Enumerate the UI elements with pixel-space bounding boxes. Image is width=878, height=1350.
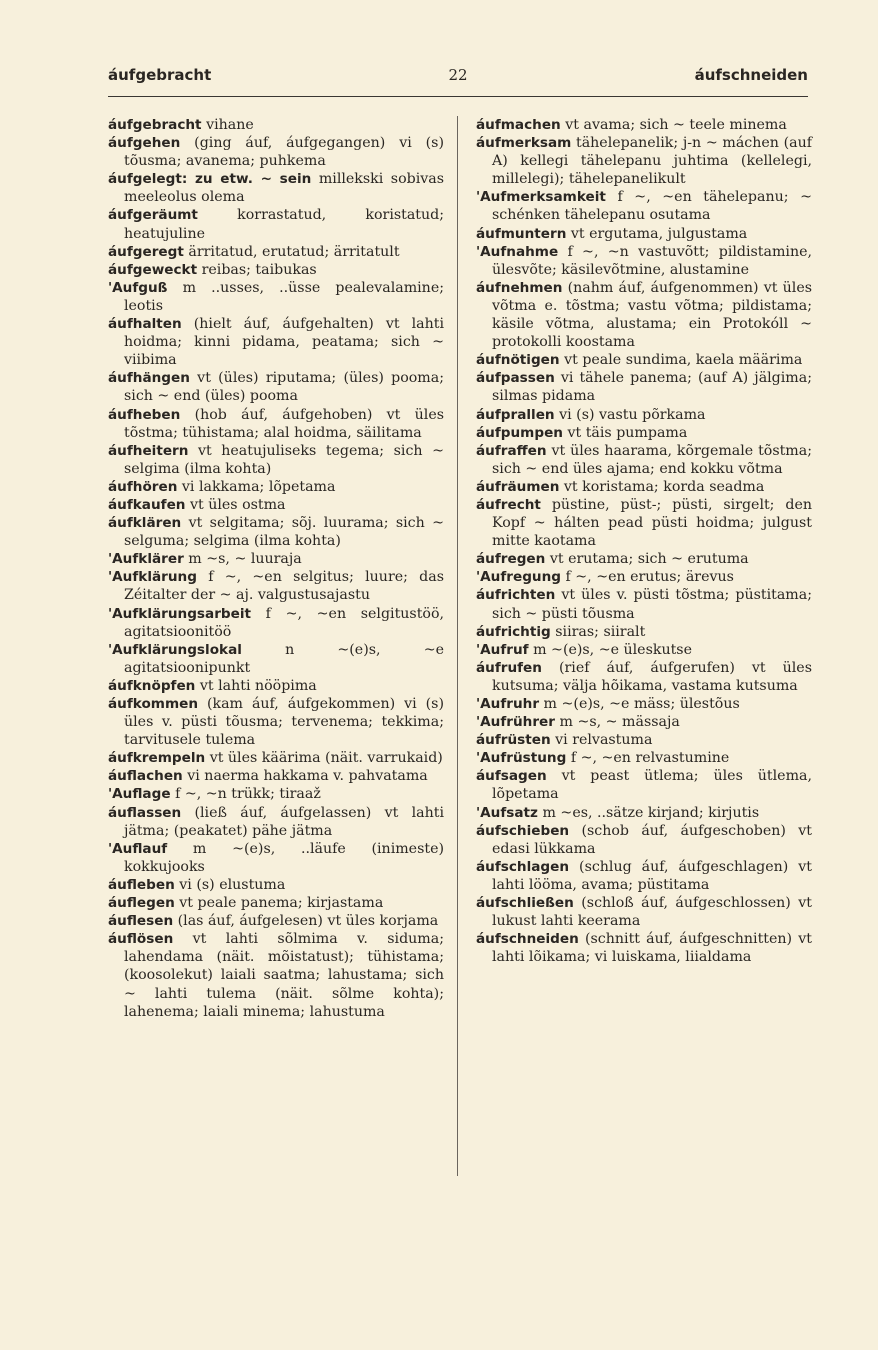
entry-definition: m ~es, ..sätze kirjand; kirjutis — [537, 804, 760, 821]
entry-headword: áuflegen — [108, 895, 175, 912]
entry-definition: vt üles käärima (näit. varrukaid) — [205, 750, 443, 767]
dictionary-entry — [108, 876, 444, 894]
entry-definition: vt erutama; sich ~ erutuma — [545, 551, 749, 568]
page-header — [108, 66, 808, 92]
dictionary-entry — [476, 894, 812, 930]
entry-definition: vt lahti sõlmima v. siduma; lahendama (näit. mõistatust); tühistama; (koosolekut) laiali saatma; lahustama; sich ~ lahti tulema (näit. sõlme kohta); lahenema; laiali minema; lahustuma — [124, 931, 444, 1020]
entry-headword: áuflassen — [108, 804, 182, 821]
entry-headword: áufhängen — [108, 370, 190, 387]
entry-definition: vt avama; sich ~ teele minema — [560, 117, 787, 133]
dictionary-entry — [476, 116, 812, 134]
entry-definition: (hob áuf, áufgehoben) vt üles tõstma; tühistama; alal hoidma, säilitama — [124, 406, 444, 441]
entry-definition: f ~, ~en relvastumine — [566, 750, 730, 767]
entry-definition: vi lakkama; lõpetama — [177, 478, 336, 495]
dictionary-entry — [476, 279, 812, 351]
dictionary-entry — [476, 188, 812, 224]
entry-headword: áufschieben — [476, 822, 570, 839]
dictionary-entry — [108, 496, 444, 514]
entry-headword: áufgeweckt — [108, 261, 198, 278]
entry-headword: áufheben — [108, 406, 181, 423]
entry-headword: 'Aufmerksamkeit — [476, 189, 606, 206]
entry-headword: 'Aufklärungslokal — [108, 641, 242, 658]
entry-headword: áufpassen — [476, 370, 555, 387]
entry-headword: áufsagen — [476, 768, 547, 785]
dictionary-entry — [108, 514, 444, 550]
entry-definition: vihane — [201, 117, 254, 133]
entry-headword: áufgehen — [108, 135, 181, 152]
entry-definition: (schob áuf, áufgeschoben) vt edasi lükkama — [492, 822, 812, 857]
dictionary-entry — [108, 767, 444, 785]
entry-headword: áufpumpen — [476, 424, 563, 441]
dictionary-entry — [476, 351, 812, 369]
dictionary-entry — [108, 369, 444, 405]
entry-headword: áufrecht — [476, 496, 541, 513]
entry-definition: vi tähele panema; (auf A) jälgima; silmas pidama — [492, 370, 812, 405]
entry-headword: áufrufen — [476, 659, 542, 676]
entry-headword: áufknöpfen — [108, 677, 196, 694]
entry-definition: f ~, ~en tähelepanu; ~ schénken tähelepanu osutama — [492, 189, 812, 224]
entry-definition: n ~(e)s, ~e agitatsioonipunkt — [124, 641, 444, 676]
dictionary-entry — [476, 369, 812, 405]
dictionary-entry — [108, 930, 444, 1020]
entry-headword: áufrüsten — [476, 732, 551, 749]
entry-headword: 'Aufklärer — [108, 551, 184, 568]
entry-headword: áufnehmen — [476, 279, 563, 296]
entry-definition: vi relvastuma — [550, 732, 653, 749]
entry-headword: áufgebracht — [108, 117, 202, 133]
entry-headword: 'Aufklärung — [108, 569, 197, 586]
dictionary-entry — [476, 424, 812, 442]
entry-definition: (ging áuf, áufgegangen) vi (s) tõusma; avanema; puhkema — [124, 135, 444, 170]
dictionary-entry — [476, 731, 812, 749]
dictionary-entry — [476, 243, 812, 279]
entry-headword: áufraffen — [476, 442, 547, 459]
entry-definition: siiras; siiralt — [550, 623, 646, 640]
entry-definition: f ~, ~n vastuvõtt; pildistamine, ülesvõte; käsilevõtmine, alustamine — [492, 243, 812, 278]
entry-definition: f ~, ~en selgitus; luure; das Zéitalter der ~ aj. valgustusajastu — [124, 569, 444, 604]
entry-headword: áufgelegt: zu etw. ~ sein — [108, 171, 312, 188]
entry-definition: püstine, püst-; püsti, sirgelt; den Kopf ~ hálten pead püsti hoidma; julgust mitte kaotama — [492, 496, 812, 550]
entry-headword: áufräumen — [476, 478, 560, 495]
entry-headword: áufkommen — [108, 696, 199, 712]
entry-headword: áufgeräumt — [108, 207, 198, 224]
dictionary-entry — [108, 478, 444, 496]
dictionary-entry — [108, 785, 444, 803]
entry-headword: áufschlagen — [476, 858, 570, 875]
entry-definition: vt heatujuliseks tegema; sich ~ selgima (ilma kohta) — [124, 442, 444, 477]
entry-definition: (hielt áuf, áufgehalten) vt lahti hoidma; kinni pidama, peatama; sich ~ viibima — [124, 316, 444, 369]
entry-headword: 'Auflage — [108, 786, 171, 803]
entry-headword: áuflesen — [108, 913, 174, 930]
entry-headword: 'Aufnahme — [476, 243, 559, 260]
dictionary-entry — [108, 116, 444, 134]
entry-definition: f ~, ~en selgitustöö, agitatsioonitöö — [124, 605, 444, 640]
entry-headword: áufmachen — [476, 117, 561, 133]
dictionary-entry — [108, 695, 444, 749]
dictionary-entry — [476, 586, 812, 622]
entry-definition: vt üles haarama, kõrgemale tõstma; sich ~ end üles ajama; end kokku võtma — [492, 442, 812, 477]
entry-definition: vt lahti nööpima — [195, 677, 317, 694]
dictionary-entry — [108, 315, 444, 369]
entry-definition: (kam áuf, áufgekommen) vi (s) üles v. püsti tõusma; tervenema; tekkima; tarvitusele tulema — [124, 696, 444, 749]
dictionary-entry — [108, 605, 444, 641]
dictionary-entry — [108, 170, 444, 206]
entry-definition: vt koristama; korda seadma — [559, 478, 765, 495]
dictionary-entry — [108, 442, 444, 478]
entry-headword: áufmuntern — [476, 225, 567, 242]
dictionary-entry — [108, 568, 444, 604]
dictionary-entry — [476, 713, 812, 731]
dictionary-entry — [108, 749, 444, 767]
entry-headword: áufrichtig — [476, 623, 551, 640]
entry-definition: vi (s) vastu põrkama — [554, 406, 706, 423]
dictionary-entry — [476, 478, 812, 496]
entry-definition: vt peale panema; kirjastama — [174, 895, 384, 912]
entry-headword: 'Aufklärungsarbeit — [108, 605, 252, 622]
entry-definition: m ~(e)s, ..läufe (inimeste) kokkujooks — [124, 840, 444, 875]
entry-definition: m ..usses, ..üsse pealevalamine; leotis — [124, 279, 444, 314]
dictionary-entry — [476, 442, 812, 478]
entry-headword: áufrichten — [476, 587, 556, 604]
dictionary-entry — [476, 225, 812, 243]
entry-definition: vi naerma hakkama v. pahvatama — [182, 768, 428, 785]
dictionary-entry — [476, 804, 812, 822]
header-last-word: áufschneiden — [694, 66, 808, 84]
entry-headword: áufkrempeln — [108, 750, 206, 767]
dictionary-entry — [476, 930, 812, 966]
dictionary-entry — [476, 406, 812, 424]
entry-definition: m ~(e)s, ~e mäss; ülestõus — [539, 696, 740, 712]
entry-definition: m ~(e)s, ~e üleskutse — [528, 641, 692, 658]
dictionary-entry — [476, 568, 812, 586]
dictionary-entry — [476, 623, 812, 641]
entry-definition: vt peast ütlema; üles ütlema, lõpetama — [492, 768, 812, 803]
entry-definition: (ließ áuf, áufgelassen) vt lahti jätma; (peakatet) pähe jätma — [124, 804, 444, 839]
dictionary-entry — [108, 134, 444, 170]
dictionary-entry — [108, 840, 444, 876]
dictionary-entry — [476, 641, 812, 659]
dictionary-entry — [108, 406, 444, 442]
entry-definition: millekski sobivas meeleolus olema — [124, 171, 444, 206]
dictionary-entry — [476, 767, 812, 803]
dictionary-entry — [108, 550, 444, 568]
entry-headword: 'Aufrührer — [476, 714, 555, 731]
entry-headword: áufheitern — [108, 442, 189, 459]
page-number: 22 — [448, 66, 468, 84]
entry-definition: (nahm áuf, áufgenommen) vt üles võtma e. tõstma; vastu võtma; pildistama; käsile võtma, alustama; ein Protokóll ~ protokolli koostama — [492, 279, 812, 351]
entry-definition: (las áuf, áufgelesen) vt üles korjama — [173, 913, 439, 930]
entry-headword: áufklären — [108, 515, 182, 532]
dictionary-entry — [108, 279, 444, 315]
entry-definition: f ~, ~n trükk; tiraaž — [170, 786, 321, 803]
entry-headword: áufhören — [108, 478, 178, 495]
entry-headword: áufschneiden — [476, 931, 579, 948]
header-rule — [108, 96, 808, 97]
entry-definition: (schloß áuf, áufgeschlossen) vt lukust lahti keerama — [492, 895, 812, 930]
entry-definition: vt täis pumpama — [562, 424, 688, 441]
header-first-word: áufgebracht — [108, 66, 212, 84]
dictionary-entry — [476, 749, 812, 767]
entry-definition: reibas; taibukas — [197, 261, 317, 278]
entry-headword: áufregen — [476, 551, 546, 568]
entry-headword: 'Aufruf — [476, 641, 529, 658]
dictionary-entry — [476, 858, 812, 894]
dictionary-entry — [108, 804, 444, 840]
entry-headword: áufgeregt — [108, 243, 184, 260]
entry-headword: áuflachen — [108, 768, 183, 785]
entry-headword: 'Aufregung — [476, 569, 562, 586]
dictionary-entry — [108, 641, 444, 677]
entry-headword: áufprallen — [476, 406, 555, 423]
entry-definition: (rief áuf, áufgerufen) vt üles kutsuma; välja hõikama, vastama kutsuma — [492, 659, 812, 694]
entry-headword: áufmerksam — [476, 135, 572, 152]
entry-headword: 'Auflauf — [108, 840, 168, 857]
entry-definition: vt peale sundima, kaela määrima — [559, 352, 803, 369]
entry-headword: 'Aufrüstung — [476, 750, 567, 767]
entry-definition: (schnitt áuf, áufgeschnitten) vt lahti lõikama; vi luiskama, liialdama — [492, 931, 812, 966]
entry-definition: ärritatud, erutatud; ärritatult — [183, 243, 400, 260]
right-column — [476, 116, 812, 966]
entry-definition: vi (s) elustuma — [174, 876, 286, 893]
dictionary-entry — [476, 496, 812, 550]
entry-headword: 'Aufsatz — [476, 804, 538, 821]
entry-definition: vt ergutama, julgustama — [566, 225, 748, 242]
entry-headword: áufschließen — [476, 895, 574, 912]
entry-definition: vt üles v. püsti tõstma; püstitama; sich ~ püsti tõusma — [492, 587, 812, 622]
dictionary-entry — [108, 261, 444, 279]
dictionary-entry — [476, 659, 812, 695]
entry-definition: (schlug áuf, áufgeschlagen) vt lahti lööma, avama; püstitama — [492, 858, 812, 893]
dictionary-entry — [108, 894, 444, 912]
dictionary-entry — [108, 677, 444, 695]
dictionary-entry — [476, 822, 812, 858]
dictionary-entry — [476, 550, 812, 568]
entry-definition: m ~s, ~ mässaja — [554, 714, 680, 731]
column-divider — [457, 116, 458, 1176]
entry-definition: vt üles ostma — [185, 496, 286, 513]
entry-definition: korrastatud, koristatud; heatujuline — [124, 207, 444, 242]
entry-headword: 'Aufguß — [108, 279, 168, 296]
entry-headword: áufleben — [108, 876, 175, 893]
dictionary-entry — [108, 912, 444, 930]
entry-headword: áuflösen — [108, 931, 174, 948]
entry-definition: vt selgitama; sõj. luurama; sich ~ selguma; selgima (ilma kohta) — [124, 515, 444, 550]
entry-headword: 'Aufruhr — [476, 696, 540, 712]
dictionary-entry — [476, 695, 812, 713]
entry-definition: f ~, ~en erutus; ärevus — [561, 569, 734, 586]
left-column — [108, 116, 444, 1021]
dictionary-entry — [476, 134, 812, 188]
entry-definition: tähelepanelik; j-n ~ máchen (auf A) kellegi tähelepanu juhtima (kellelegi, millelegi); tähelepanelikult — [492, 135, 812, 188]
entry-definition: m ~s, ~ luuraja — [183, 551, 302, 568]
entry-headword: áufnötigen — [476, 352, 560, 369]
entry-headword: áufkaufen — [108, 496, 186, 513]
dictionary-entry — [108, 206, 444, 242]
entry-headword: áufhalten — [108, 316, 182, 333]
entry-definition: vt (üles) riputama; (üles) pooma; sich ~ end (üles) pooma — [124, 370, 444, 405]
dictionary-entry — [108, 243, 444, 261]
